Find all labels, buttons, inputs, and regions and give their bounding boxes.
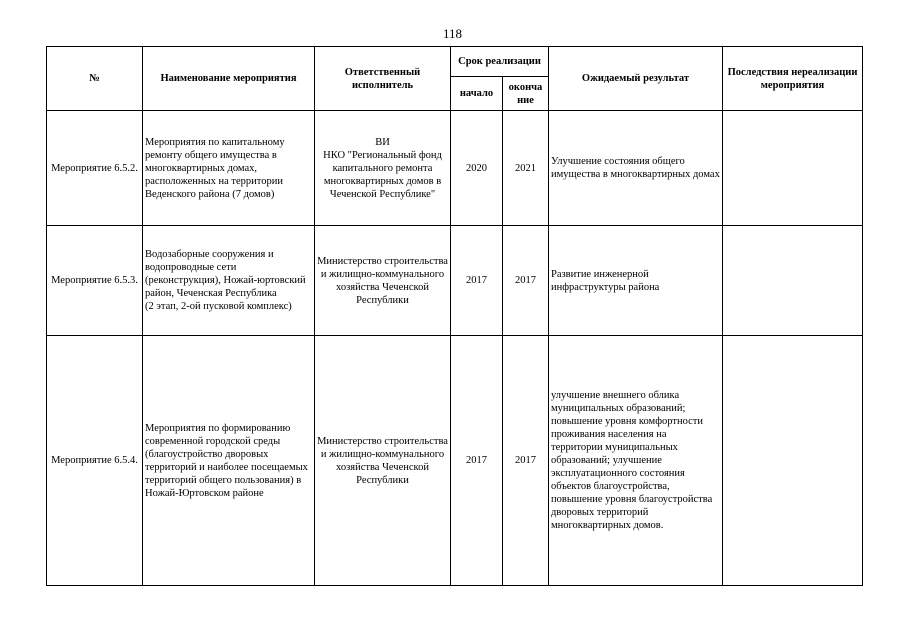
measure-name: Мероприятия по капитальному ремонту общего имущества в многоквартирных домах, расположенных на территории Веденского района (7 домов): [143, 111, 315, 226]
measure-number: Мероприятие 6.5.3.: [47, 226, 143, 336]
measure-result: Развитие инженерной инфраструктуры района: [549, 226, 723, 336]
measure-executor: Министерство строительства и жилищно-коммунального хозяйства Чеченской Республики: [315, 336, 451, 586]
measure-consequences: [723, 336, 863, 586]
measure-executor: ВИ НКО "Региональный фонд капитального ремонта многоквартирных домов в Чеченской Республике": [315, 111, 451, 226]
measure-end: 2021: [503, 111, 549, 226]
measure-name: Мероприятия по формированию современной городской среды (благоустройство дворовых территорий и наиболее посещаемых территорий общего пользования) в Ножай-Юртовском районе: [143, 336, 315, 586]
measure-start: 2017: [451, 336, 503, 586]
header-name: Наименование мероприятия: [143, 47, 315, 111]
header-end: оконча ние: [503, 77, 549, 111]
header-number: №: [47, 47, 143, 111]
measure-executor: Министерство строительства и жилищно-коммунального хозяйства Чеченской Республики: [315, 226, 451, 336]
measure-number: Мероприятие 6.5.2.: [47, 111, 143, 226]
measure-number: Мероприятие 6.5.4.: [47, 336, 143, 586]
measure-result: Улучшение состояния общего имущества в многоквартирных домах: [549, 111, 723, 226]
header-start: начало: [451, 77, 503, 111]
header-result: Ожидаемый результат: [549, 47, 723, 111]
table-row: [47, 336, 863, 586]
header-executor: Ответственный исполнитель: [315, 47, 451, 111]
page-number: 118: [442, 26, 463, 41]
header-consequences: Последствия нереализации мероприятия: [723, 47, 863, 111]
measures-table: [46, 46, 863, 586]
measure-name: Водозаборные сооружения и водопроводные сети (реконструкция), Ножай-юртовский район, Чеченская Республика (2 этап, 2-ой пусковой комплекс): [143, 226, 315, 336]
measure-end: 2017: [503, 336, 549, 586]
table-header-row: [47, 47, 863, 77]
measure-start: 2017: [451, 226, 503, 336]
measure-result: улучшение внешнего облика муниципальных образований; повышение уровня комфортности проживания населения на территории муниципальных образований; улучшение эксплуатационного состояния объектов благоустройства, повышение уровня благоустройства дворовых территорий многоквартирных домов.: [549, 336, 723, 586]
measure-consequences: [723, 111, 863, 226]
measure-consequences: [723, 226, 863, 336]
table-row: [47, 226, 863, 336]
measure-start: 2020: [451, 111, 503, 226]
header-term: Срок реализации: [451, 47, 549, 77]
measure-end: 2017: [503, 226, 549, 336]
table-row: [47, 111, 863, 226]
